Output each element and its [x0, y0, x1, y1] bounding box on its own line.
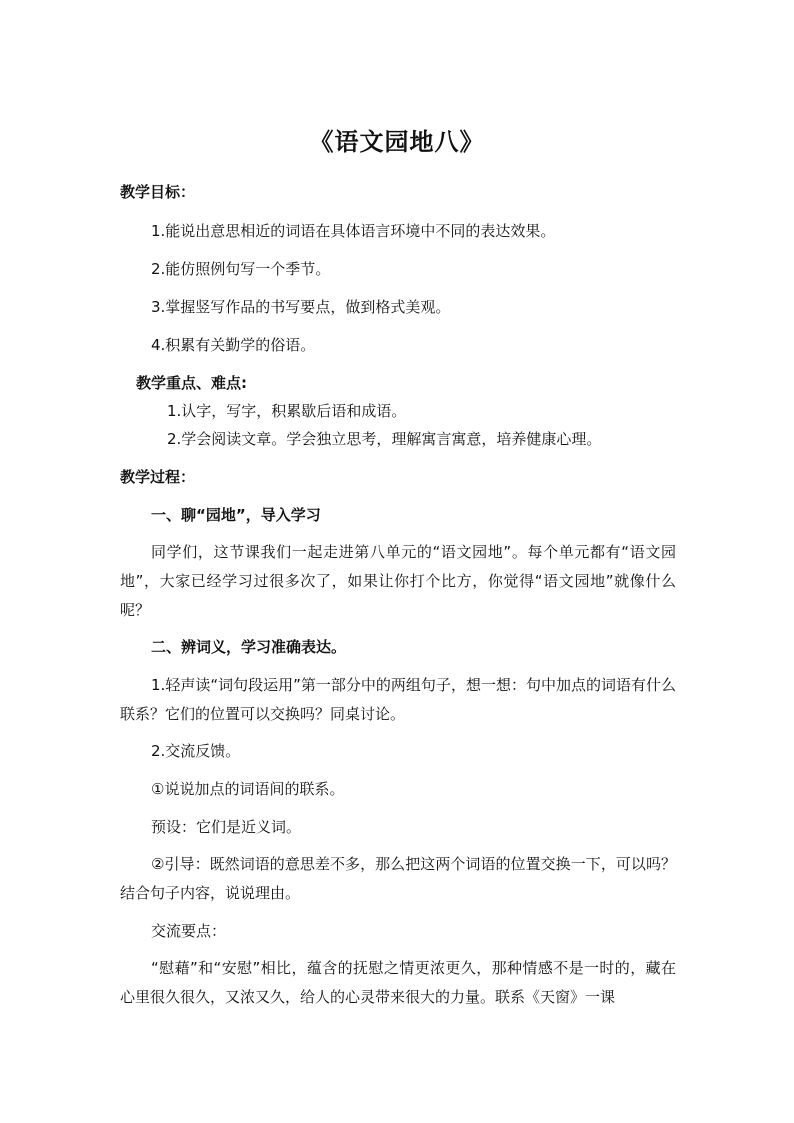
section1-heading: 一、聊“园地”，导入学习: [151, 506, 321, 524]
section1-paragraph: 同学们，这节课我们一起走进第八单元的“语文园地”。每个单元都有“语文园地”，大家已经学习过很多次了，如果让你打个比方，你觉得“语文园地”就像什么呢？: [120, 543, 676, 619]
process-heading: 教学过程：: [120, 468, 196, 486]
preset-answer: 预设：它们是近义词。: [151, 818, 302, 836]
objective-item: 2.能仿照例句写一个季节。: [151, 260, 331, 278]
objectives-heading: 教学目标：: [120, 183, 196, 201]
key-point-item: 1.认字，写字，积累歇后语和成语。: [167, 402, 407, 420]
question-2: ②引导：既然词语的意思差不多，那么把这两个词语的位置交换一下，可以吗？结合句子内容，说说理由。: [120, 855, 676, 902]
document-title: 《语文园地八》: [309, 128, 485, 156]
section2-step2: 2.交流反馈。: [151, 742, 241, 760]
key-point-item: 2.学会阅读文章。学会独立思考，理解寓言寓意，培养健康心理。: [167, 430, 602, 448]
objective-item: 4.积累有关勤学的俗语。: [151, 336, 316, 354]
section2-step1: 1.轻声读“词句段运用”第一部分中的两组句子，想一想：句中加点的词语有什么联系？它们的位置可以交换吗？同桌讨论。: [120, 676, 676, 723]
question-1: ①说说加点的词语间的联系。: [151, 780, 345, 798]
objective-item: 1.能说出意思相近的词语在具体语言环境中不同的表达效果。: [151, 222, 556, 240]
exchange-text: “慰藉”和“安慰”相比，蕴含的抚慰之情更浓更久，那种情感不是一时的，藏在心里很久很久，又浓又久，给人的心灵带来很大的力量。联系《天窗》一课: [120, 959, 676, 1006]
section2-heading: 二、辨词义，学习准确表达。: [151, 638, 347, 656]
objective-item: 3.掌握竖写作品的书写要点，做到格式美观。: [151, 298, 451, 316]
exchange-heading: 交流要点：: [151, 922, 227, 940]
key-points-heading: 教学重点、难点:: [136, 374, 247, 392]
